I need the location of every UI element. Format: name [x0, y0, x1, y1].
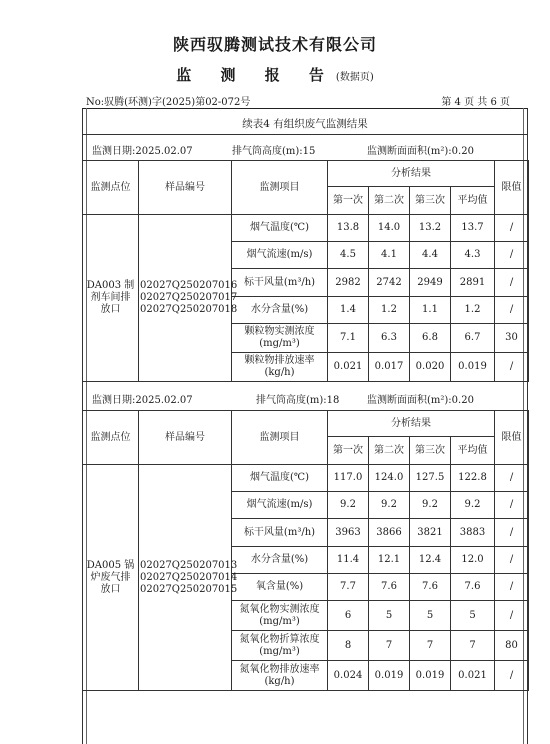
- item-line: 氮氧化物折算浓度: [239, 633, 320, 645]
- report-title: [0, 64, 550, 85]
- header-first: 第一次: [328, 437, 369, 465]
- value-cell: 5: [369, 601, 410, 631]
- avg-cell: 12.0: [451, 547, 495, 574]
- value-cell: 13.2: [410, 215, 451, 242]
- section1-point: [83, 215, 139, 382]
- section1-area: 监测断面面积(m²):0.20: [367, 146, 474, 157]
- limit-cell: /: [495, 601, 529, 631]
- section1-samples: [139, 215, 238, 382]
- avg-cell: 2891: [451, 269, 495, 297]
- header-sample: 样品编号: [139, 411, 232, 465]
- header-sample: 样品编号: [139, 161, 232, 215]
- section2-table: [82, 410, 529, 691]
- item-unit: (mg/m³): [259, 615, 300, 627]
- report-meta: [86, 93, 510, 108]
- report-title-suffix: (数据页): [335, 72, 374, 83]
- section2-area: 监测断面面积(m²):0.20: [367, 395, 474, 406]
- avg-cell: 0.021: [451, 661, 495, 691]
- item-line: 氮氧化物实测浓度: [239, 603, 320, 615]
- section2-date: 监测日期:2025.02.07: [92, 395, 193, 406]
- value-cell: 4.4: [410, 242, 451, 269]
- point-line: 放口: [100, 583, 121, 595]
- value-cell: 7.1: [328, 324, 369, 353]
- value-cell: 0.020: [410, 353, 451, 382]
- value-cell: 4.1: [369, 242, 410, 269]
- value-cell: 9.2: [369, 492, 410, 519]
- value-cell: 124.0: [369, 465, 410, 492]
- page-info: 第 4 页 共 6 页: [441, 97, 510, 108]
- value-cell: 0.019: [369, 661, 410, 691]
- limit-cell: /: [495, 242, 529, 269]
- header-analysis: 分析结果: [328, 161, 495, 187]
- value-cell: 0.017: [369, 353, 410, 382]
- report-number: No:驭腾(环测)字(2025)第02-072号: [86, 97, 251, 108]
- sample-id: 02027Q250207017: [140, 292, 238, 303]
- point-line: 剂车间排: [90, 292, 131, 303]
- value-cell: 9.2: [410, 492, 451, 519]
- item-cell: 烟气温度(℃): [232, 465, 328, 492]
- header-third: 第三次: [410, 187, 451, 215]
- value-cell: 14.0: [369, 215, 410, 242]
- value-cell: 2982: [328, 269, 369, 297]
- item-line: 颗粒物排放速率: [244, 355, 315, 366]
- limit-cell: /: [495, 215, 529, 242]
- value-cell: 127.5: [410, 465, 451, 492]
- header-first: 第一次: [328, 187, 369, 215]
- value-cell: 3821: [410, 519, 451, 547]
- sample-id: 02027Q250207016: [140, 280, 238, 291]
- value-cell: 12.1: [369, 547, 410, 574]
- point-line: 炉废气排: [90, 571, 131, 583]
- sample-id: 02027Q250207014: [140, 571, 238, 583]
- header-item: 监测项目: [232, 411, 328, 465]
- value-cell: 7.6: [369, 574, 410, 601]
- avg-cell: 122.8: [451, 465, 495, 492]
- item-unit: (mg/m³): [259, 338, 300, 349]
- value-cell: 1.2: [369, 297, 410, 324]
- item-cell: 烟气流速(m/s): [232, 492, 328, 519]
- value-cell: 2949: [410, 269, 451, 297]
- item-cell: 氧含量(%): [232, 574, 328, 601]
- item-cell: 标干风量(m³/h): [232, 519, 328, 547]
- item-cell: [232, 661, 328, 691]
- limit-cell: 80: [495, 631, 529, 661]
- section1-table: [82, 160, 529, 382]
- item-cell: 烟气流速(m/s): [232, 242, 328, 269]
- limit-cell: /: [495, 269, 529, 297]
- table-row: [83, 215, 529, 242]
- item-cell: [232, 601, 328, 631]
- value-cell: 8: [328, 631, 369, 661]
- company-name: 陕西驭腾测试技术有限公司: [172, 35, 377, 54]
- point-line: DA005 锅: [86, 559, 135, 571]
- value-cell: 0.024: [328, 661, 369, 691]
- item-cell: 烟气温度(℃): [232, 215, 328, 242]
- avg-cell: 13.7: [451, 215, 495, 242]
- header-item: 监测项目: [232, 161, 328, 215]
- table-row: [83, 465, 529, 492]
- item-unit: (kg/h): [264, 367, 295, 378]
- value-cell: 6.8: [410, 324, 451, 353]
- limit-cell: /: [495, 547, 529, 574]
- avg-cell: 3883: [451, 519, 495, 547]
- report-title-main: 监 测 报 告: [176, 66, 336, 84]
- avg-cell: 0.019: [451, 353, 495, 382]
- header-point: 监测点位: [83, 161, 139, 215]
- item-cell: 标干风量(m³/h): [232, 269, 328, 297]
- item-cell: [232, 631, 328, 661]
- avg-cell: 4.3: [451, 242, 495, 269]
- sample-id: 02027Q250207015: [140, 583, 238, 595]
- section2-samples: [139, 465, 238, 691]
- item-cell: 水分含量(%): [232, 547, 328, 574]
- value-cell: 6: [328, 601, 369, 631]
- limit-cell: /: [495, 574, 529, 601]
- divider: [82, 134, 528, 135]
- item-cell: [232, 324, 328, 353]
- item-unit: (kg/h): [264, 675, 295, 687]
- value-cell: 1.1: [410, 297, 451, 324]
- header-third: 第三次: [410, 437, 451, 465]
- header-avg: 平均值: [451, 437, 495, 465]
- avg-cell: 5: [451, 601, 495, 631]
- value-cell: 0.019: [410, 661, 451, 691]
- table-title: 续表4 有组织废气监测结果: [242, 118, 368, 130]
- item-cell: 水分含量(%): [232, 297, 328, 324]
- avg-cell: 6.7: [451, 324, 495, 353]
- value-cell: 3963: [328, 519, 369, 547]
- header-second: 第二次: [369, 187, 410, 215]
- item-line: 颗粒物实测浓度: [244, 326, 315, 337]
- limit-cell: /: [495, 661, 529, 691]
- item-cell: [232, 353, 328, 382]
- header-avg: 平均值: [451, 187, 495, 215]
- item-line: 氮氧化物排放速率: [239, 663, 320, 675]
- avg-cell: 7.6: [451, 574, 495, 601]
- limit-cell: /: [495, 353, 529, 382]
- value-cell: 5: [410, 601, 451, 631]
- value-cell: 3866: [369, 519, 410, 547]
- section2-point: [83, 465, 139, 691]
- header-limit: 限值: [495, 161, 529, 215]
- section2-stack-height: 排气筒高度(m):18: [256, 395, 340, 406]
- limit-cell: /: [495, 519, 529, 547]
- avg-cell: 7: [451, 631, 495, 661]
- value-cell: 2742: [369, 269, 410, 297]
- value-cell: 7: [369, 631, 410, 661]
- value-cell: 4.5: [328, 242, 369, 269]
- value-cell: 0.021: [328, 353, 369, 382]
- section1-date: 监测日期:2025.02.07: [92, 146, 193, 157]
- limit-cell: /: [495, 465, 529, 492]
- value-cell: 7.6: [410, 574, 451, 601]
- header-second: 第二次: [369, 437, 410, 465]
- point-line: 放口: [100, 304, 121, 315]
- header-analysis: 分析结果: [328, 411, 495, 437]
- value-cell: 11.4: [328, 547, 369, 574]
- header-point: 监测点位: [83, 411, 139, 465]
- limit-cell: /: [495, 297, 529, 324]
- section1-stack-height: 排气筒高度(m):15: [232, 146, 316, 157]
- limit-cell: 30: [495, 324, 529, 353]
- value-cell: 7: [410, 631, 451, 661]
- limit-cell: /: [495, 492, 529, 519]
- value-cell: 13.8: [328, 215, 369, 242]
- value-cell: 12.4: [410, 547, 451, 574]
- value-cell: 6.3: [369, 324, 410, 353]
- value-cell: 9.2: [328, 492, 369, 519]
- item-unit: (mg/m³): [259, 645, 300, 657]
- sample-id: 02027Q250207018: [140, 304, 238, 315]
- value-cell: 117.0: [328, 465, 369, 492]
- value-cell: 7.7: [328, 574, 369, 601]
- avg-cell: 1.2: [451, 297, 495, 324]
- sample-id: 02027Q250207013: [140, 559, 238, 571]
- point-line: DA003 制: [86, 280, 135, 291]
- avg-cell: 9.2: [451, 492, 495, 519]
- value-cell: 1.4: [328, 297, 369, 324]
- header-limit: 限值: [495, 411, 529, 465]
